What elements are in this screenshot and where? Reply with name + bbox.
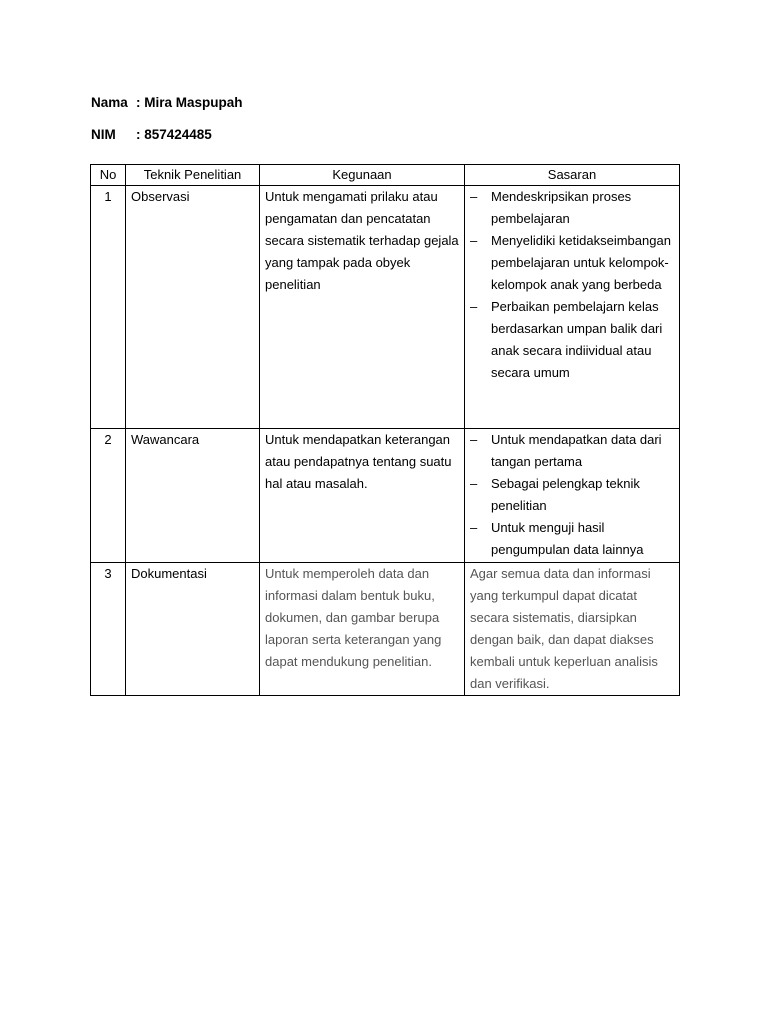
column-header-no: No: [91, 165, 126, 186]
table-row: [91, 186, 680, 429]
cell-no: 2: [91, 429, 126, 563]
column-header-teknik: Teknik Penelitian: [126, 165, 260, 186]
cell-kegunaan: Untuk mengamati prilaku atau pengamatan dan pencatatan secara sistematik terhadap gejala yang tampak pada obyek penelitian: [260, 186, 465, 429]
list-item-text: Untuk menguji hasil pengumpulan data lainnya: [491, 520, 644, 557]
dash-bullet-icon: –: [470, 476, 478, 491]
list-item: [470, 296, 674, 384]
sasaran-list: [470, 186, 674, 384]
list-item-text: Untuk mendapatkan data dari tangan pertama: [491, 432, 662, 469]
table-row: [91, 563, 680, 696]
list-item-text: Menyelidiki ketidakseimbangan pembelajaran untuk kelompok-kelompok anak yang berbeda: [491, 233, 671, 292]
cell-kegunaan: Untuk memperoleh data dan informasi dalam bentuk buku, dokumen, dan gambar berupa laporan serta keterangan yang dapat mendukung penelitian.: [260, 563, 465, 696]
list-item-text: Mendeskripsikan proses pembelajaran: [491, 189, 632, 226]
research-technique-table: [90, 164, 680, 696]
cell-no: 3: [91, 563, 126, 696]
list-item: [470, 230, 674, 296]
nama-label: Nama: [91, 95, 128, 110]
cell-teknik: Dokumentasi: [126, 563, 260, 696]
cell-kegunaan: Untuk mendapatkan keterangan atau pendapatnya tentang suatu hal atau masalah.: [260, 429, 465, 563]
list-item-text: Sebagai pelengkap teknik penelitian: [491, 476, 640, 513]
cell-teknik: Observasi: [126, 186, 260, 429]
sasaran-list: [470, 429, 674, 561]
dash-bullet-icon: –: [470, 233, 478, 248]
dash-bullet-icon: –: [470, 432, 478, 447]
column-header-kegunaan: Kegunaan: [260, 165, 465, 186]
cell-sasaran: Agar semua data dan informasi yang terkumpul dapat dicatat secara sistematis, diarsipkan dengan baik, dan dapat diakses kembali untuk keperluan analisis dan verifikasi.: [465, 563, 680, 696]
dash-bullet-icon: –: [470, 520, 478, 535]
cell-sasaran: [465, 429, 680, 563]
nama-line: [91, 95, 243, 110]
dash-bullet-icon: –: [470, 189, 478, 204]
table-header-row: [91, 165, 680, 186]
list-item: [470, 429, 674, 473]
column-header-sasaran: Sasaran: [465, 165, 680, 186]
dash-bullet-icon: –: [470, 299, 478, 314]
cell-sasaran: [465, 186, 680, 429]
table-row: [91, 429, 680, 563]
cell-teknik: Wawancara: [126, 429, 260, 563]
nim-label: NIM: [91, 127, 116, 142]
nim-value: : 857424485: [136, 127, 212, 142]
list-item: [470, 473, 674, 517]
cell-no: 1: [91, 186, 126, 429]
list-item: [470, 517, 674, 561]
nama-value: : Mira Maspupah: [136, 95, 243, 110]
nim-line: [91, 127, 212, 142]
list-item: [470, 186, 674, 230]
list-item-text: Perbaikan pembelajarn kelas berdasarkan umpan balik dari anak secara indiividual atau secara umum: [491, 299, 663, 380]
